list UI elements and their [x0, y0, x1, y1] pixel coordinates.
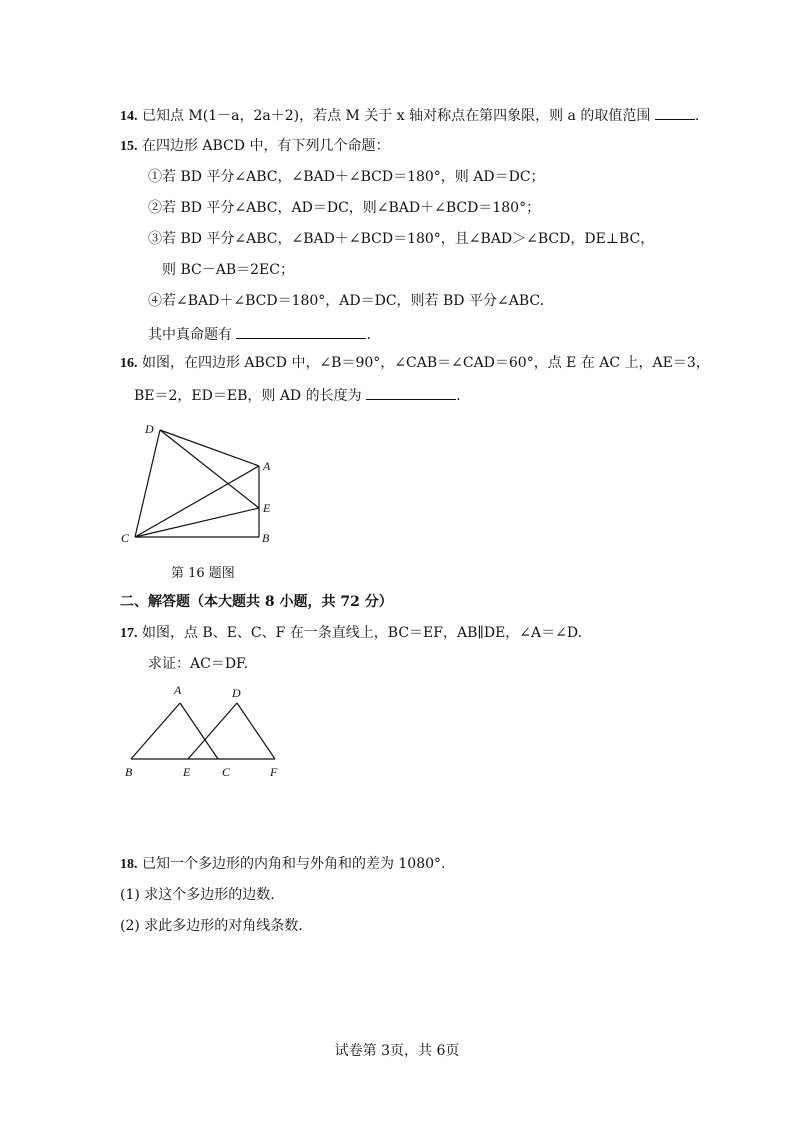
q17-label-c: C: [222, 765, 231, 779]
q17-segment-ab: [131, 703, 180, 759]
q17-label-d: D: [232, 686, 241, 700]
q16-figure-caption: 第 16 题图: [171, 566, 235, 581]
q16-label-c: C: [121, 531, 130, 545]
q18-part-2: (2) 求此多边形的对角线条数.: [120, 918, 303, 934]
q15-item-3-cont: 则 BC－AB＝2EC；: [162, 262, 294, 278]
q16-end: .: [456, 388, 461, 404]
q15-intro: 在四边形 ABCD 中，有下列几个命题：: [141, 138, 390, 154]
q18-line: [120, 855, 445, 874]
q16-text-1: 如图，在四边形 ABCD 中，∠B＝90°，∠CAB＝∠CAD＝60°，点 E 在 AC 上，AE＝3，: [141, 355, 710, 371]
q16-label-e: E: [263, 501, 271, 515]
q16-text-2: BE＝2，ED＝EB，则 AD 的长度为: [134, 388, 362, 404]
q17-label-b: B: [125, 765, 133, 779]
page-footer: 试卷第 3页，共 6页: [334, 1043, 460, 1059]
q15-answer-prompt: 其中真命题有: [148, 327, 232, 343]
q14-number: 14.: [120, 109, 138, 124]
q16-label-d: D: [145, 422, 154, 436]
q15-item-2: ②若 BD 平分∠ABC，AD＝DC，则∠BAD＋∠BCD＝180°；: [148, 200, 541, 216]
q18-part-1: (1) 求这个多边形的边数.: [120, 887, 275, 903]
q16-label-a: A: [263, 459, 271, 473]
section-2-title: 二、解答题（本大题共 8 小题，共 72 分）: [120, 594, 393, 610]
q14-end: .: [694, 108, 700, 124]
q17-label-a: A: [174, 683, 182, 697]
q15-end: .: [366, 327, 371, 343]
q17-label-e: E: [183, 765, 191, 779]
q17-line-2: 求证：AC＝DF.: [148, 656, 249, 672]
q16-label-b: B: [262, 531, 270, 545]
q15-item-4: ④若∠BAD＋∠BCD＝180°，AD＝DC，则若 BD 平分∠ABC.: [148, 293, 545, 309]
q17-text-1: 如图，点 B、E、C、F 在一条直线上，BC＝EF，AB∥DE，∠A＝∠D.: [141, 625, 583, 641]
q17-number: 17.: [120, 626, 138, 641]
q17-segment-df: [237, 703, 275, 759]
q15-item-1: ①若 BD 平分∠ABC，∠BAD＋∠BCD＝180°，则 AD＝DC；: [148, 169, 545, 185]
q18-text: 已知一个多边形的内角和与外角和的差为 1080°.: [141, 856, 446, 872]
q18-number: 18.: [120, 857, 138, 872]
q16-number: 16.: [120, 356, 138, 371]
q15-item-3: ③若 BD 平分∠ABC，∠BAD＋∠BCD＝180°，且∠BAD＞∠BCD，DE⊥BC，: [148, 231, 655, 247]
q14-text: 已知点 M(1－a，2a＋2)，若点 M 关于 x 轴对称点在第四象限，则 a 的取值范围: [141, 108, 651, 124]
q17-label-f: F: [270, 765, 278, 779]
q15-number: 15.: [120, 139, 138, 154]
